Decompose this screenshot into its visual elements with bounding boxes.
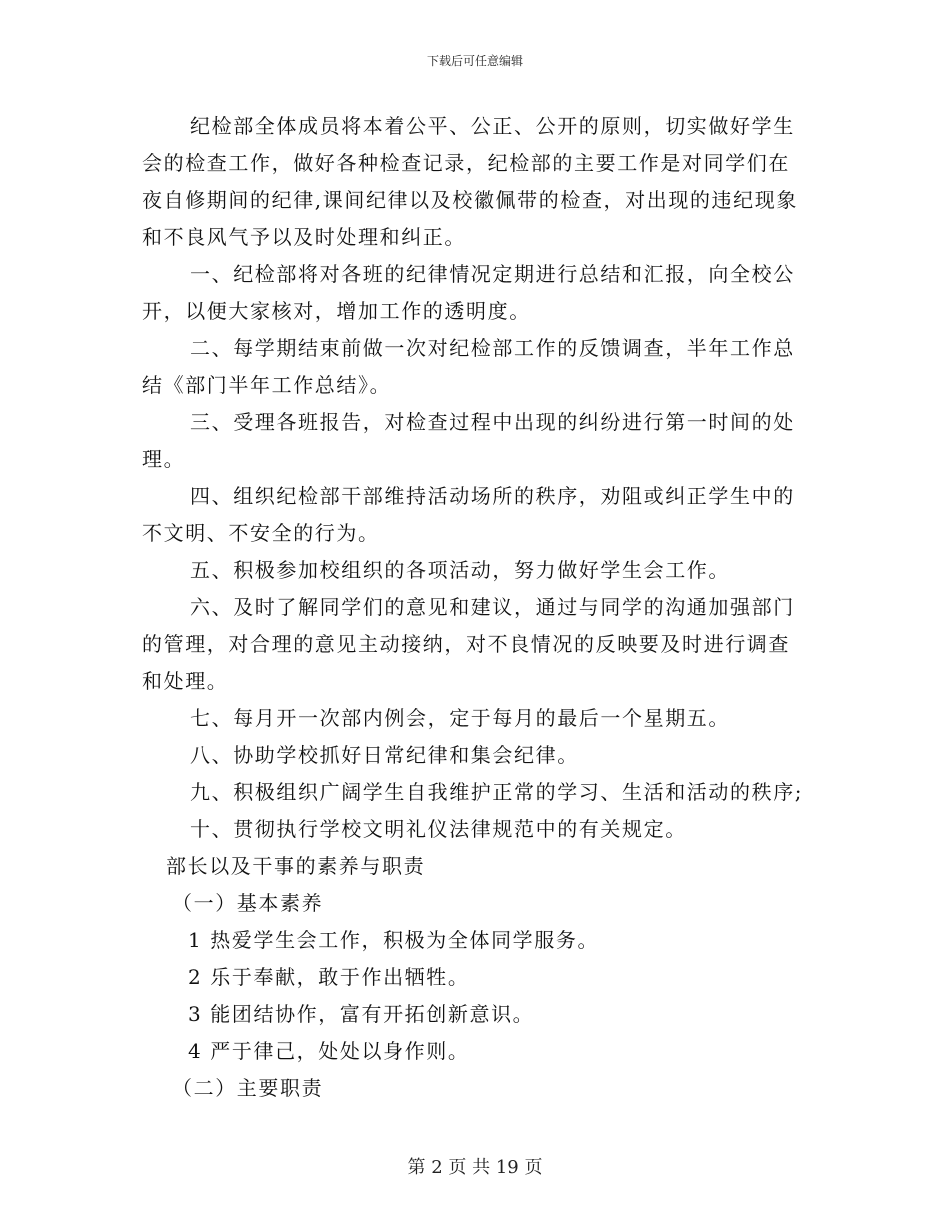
document-body [142,108,808,1107]
page-header-note: 下载后可任意编辑 [426,54,523,68]
quality-item-1: 1 热爱学生会工作，积极为全体同学服务。 [188,928,600,952]
duty-item-8: 八、协助学校抓好日常纪律和集会纪律。 [190,743,579,767]
intro-paragraph: 纪检部全体成员将本着公平、公正、公开的原则，切实做好学生会的检查工作，做好各种检查记录，纪检部的主要工作是对同学们在夜自修期间的纪律,课间纪律以及校徽佩带的检查，对出现的违纪现象和不良风气予以及时处理和纠正。 [142,114,798,249]
duty-item-4: 四、组织纪检部干部维持活动场所的秩序，劝阻或纠正学生中的不文明、不安全的行为。 [142,484,795,545]
duty-item-1: 一、纪检部将对各班的纪律情况定期进行总结和汇报，向全校公开，以便大家核对，增加工作的透明度。 [142,262,795,323]
duty-item-6: 六、及时了解同学们的意见和建议，通过与同学的沟通加强部门的管理，对合理的意见主动接纳，对不良情况的反映要及时进行调查和处理。 [142,595,795,693]
subsection-main-duties: （二）主要职责 [172,1076,324,1100]
duty-item-7: 七、每月开一次部内例会，定于每月的最后一个星期五。 [190,706,730,730]
duty-item-2: 二、每学期结束前做一次对纪检部工作的反馈调查，半年工作总结《部门半年工作总结》。 [142,336,795,397]
quality-item-3: 3 能团结协作，富有开拓创新意识。 [188,1002,535,1026]
duty-item-9: 九、积极组织广阔学生自我维护正常的学习、生活和活动的秩序; [190,780,804,804]
duty-item-10: 十、贯彻执行学校文明礼仪法律规范中的有关规定。 [190,817,687,841]
quality-item-4: 4 严于律己，处处以身作则。 [188,1039,470,1063]
section-title: 部长以及干事的素养与职责 [166,854,426,878]
quality-item-2: 2 乐于奉献，敢于作出牺牲。 [188,965,470,989]
subsection-basic-qualities: （一）基本素养 [172,891,324,915]
duty-item-3: 三、受理各班报告，对检查过程中出现的纠纷进行第一时间的处理。 [142,410,795,471]
page-number-footer: 第 2 页 共 19 页 [407,1157,543,1178]
duty-item-5: 五、积极参加校组织的各项活动，努力做好学生会工作。 [190,558,730,582]
